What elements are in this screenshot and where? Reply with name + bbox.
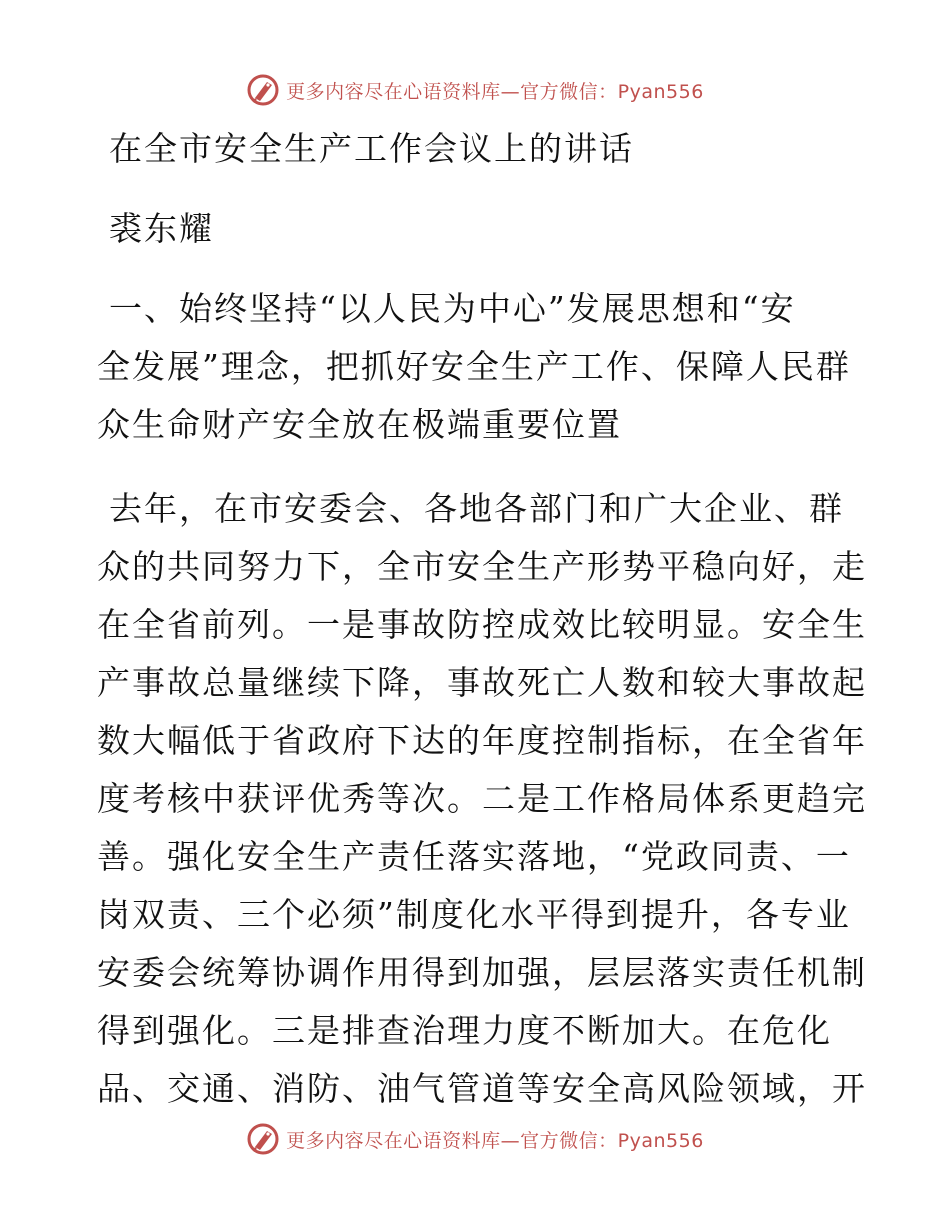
- paragraph-line: 得到强化。三是排查治理力度不断加大。在危化: [97, 1011, 832, 1050]
- paragraph-line: 安委会统筹协调作用得到加强，层层落实责任机制: [97, 953, 867, 992]
- paragraph-line: 品、交通、消防、油气管道等安全高风险领域，开: [97, 1069, 867, 1108]
- paragraph-line: 众的共同努力下，全市安全生产形势平稳向好，走: [97, 547, 867, 586]
- paragraph-line: 去年，在市安委会、各地各部门和广大企业、群: [109, 489, 844, 528]
- watermark-text: 更多内容尽在心语资料库—官方微信：Pyan556: [286, 1129, 704, 1152]
- paragraph-line: 度考核中获评优秀等次。二是工作格局体系更趋完: [97, 779, 867, 818]
- pen-nib-logo-icon: [246, 73, 280, 107]
- document-author: 裘东耀: [109, 209, 214, 248]
- body-paragraph: [97, 480, 867, 1118]
- paragraph-line: 在全省前列。一是事故防控成效比较明显。安全生: [97, 605, 867, 644]
- section-heading: [97, 280, 857, 454]
- document-title: 在全市安全生产工作会议上的讲话: [109, 129, 634, 168]
- heading-line: 全发展”理念，把抓好安全生产工作、保障人民群: [97, 347, 851, 386]
- watermark-text: 更多内容尽在心语资料库—官方微信：Pyan556: [286, 80, 704, 103]
- paragraph-line: 岗双责、三个必须”制度化水平得到提升，各专业: [97, 895, 851, 934]
- heading-line: 一、始终坚持“以人民为中心”发展思想和“安: [109, 289, 796, 328]
- heading-line: 众生命财产安全放在极端重要位置: [97, 405, 622, 444]
- paragraph-line: 产事故总量继续下降，事故死亡人数和较大事故起: [97, 663, 867, 702]
- watermark-header: [0, 70, 950, 110]
- pen-nib-logo-icon: [246, 1122, 280, 1156]
- paragraph-line: 数大幅低于省政府下达的年度控制指标，在全省年: [97, 721, 867, 760]
- watermark-footer: [0, 1119, 950, 1159]
- document-body: [97, 120, 867, 1118]
- paragraph-line: 善。强化安全生产责任落实落地，“党政同责、一: [97, 837, 851, 876]
